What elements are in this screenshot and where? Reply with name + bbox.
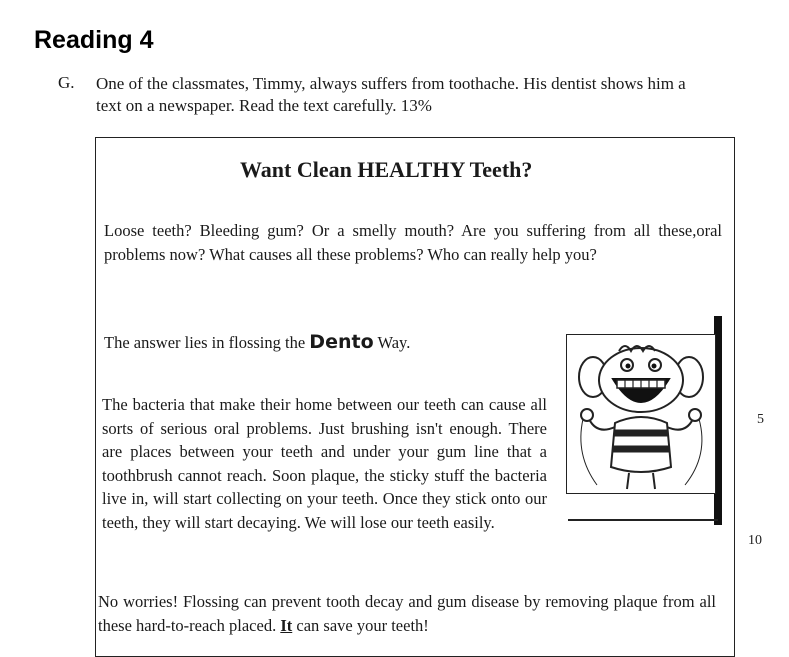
para2-text-pre: The answer lies in flossing the [104,333,310,352]
question-line-2: text on a newspaper. Read the text carefully. 13% [96,96,432,115]
page-heading: Reading 4 [34,26,154,54]
article-paragraph-1: Loose teeth? Bleeding gum? Or a smelly mouth? Are you suffering from all these,oral problems now? What causes all these problems? Who can really help you? [104,221,722,264]
para4-text-pre: No worries! Flossing can prevent tooth decay and gum disease by removing plaque from all these hard-to-reach placed. [98,592,716,635]
question-letter: G. [58,73,75,92]
article-paragraph-3: The bacteria that make their home between our teeth can cause all sorts of serious oral problems. Just brushing isn't enough. There are places between your teeth and under your gum line that a toothbrush cannot reach. Soon plaque, the sticky stuff the bacteria live in, will start collecting on your teeth. Once they stick onto our teeth, they will start decaying. We will lose our teeth easily. [102,395,547,532]
article-paragraph-2 [104,331,524,355]
line-number-10: 10 [748,533,762,548]
illustration-underline [568,519,718,521]
para4-emphasis: It [280,615,293,635]
question-line-1: One of the classmates, Timmy, always suffers from toothache. His dentist shows him a [96,74,686,93]
brand-name: Dento [309,331,374,353]
para2-text-post: Way. [373,333,411,352]
tooth-cartoon-icon [567,335,715,493]
question-instructions [96,73,786,117]
line-number-5: 5 [757,412,764,427]
article-title: Want Clean HEALTHY Teeth? [240,157,533,182]
article-paragraph-4 [98,590,716,637]
para4-text-post: can save your teeth! [292,615,429,635]
illustration-frame [566,334,716,494]
